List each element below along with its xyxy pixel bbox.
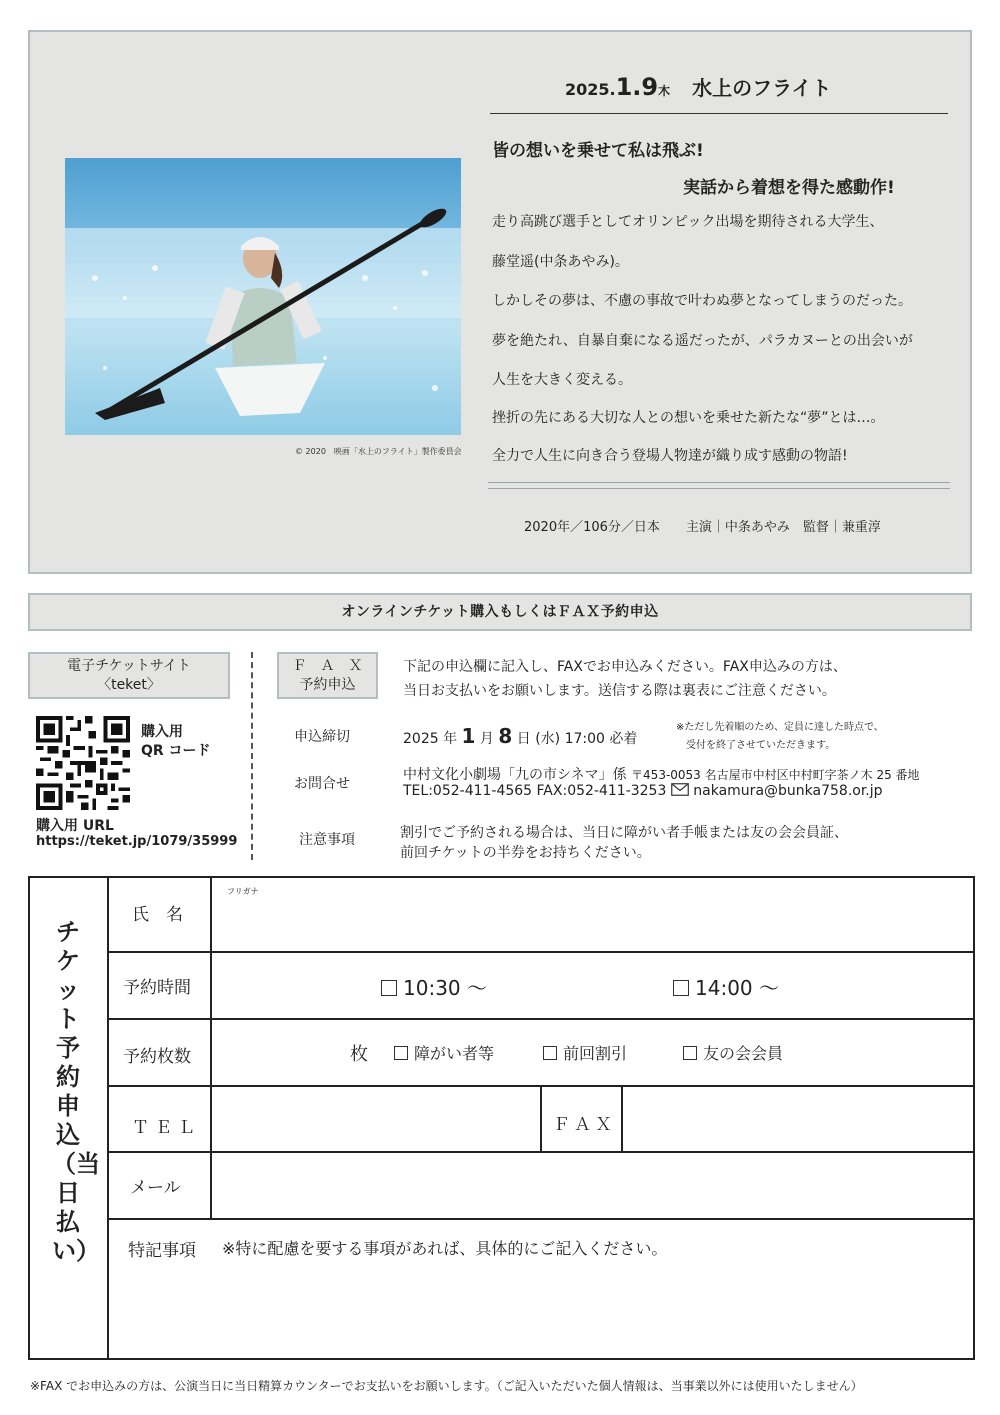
catch-copy-2: 実話から着想を得た感動作! bbox=[683, 178, 895, 198]
movie-date-title bbox=[565, 72, 832, 101]
discount-option[interactable] bbox=[683, 1041, 783, 1064]
time-option-1400[interactable] bbox=[673, 972, 779, 1001]
divider bbox=[488, 488, 950, 489]
time-option-label: 10:30 ～ bbox=[403, 976, 487, 1000]
fax-box-line1: Ｆ Ａ Ｘ bbox=[292, 658, 363, 674]
form-line bbox=[540, 1086, 542, 1152]
title-divider bbox=[490, 113, 948, 114]
notes-label: 特記事項 bbox=[128, 1241, 196, 1261]
movie-title: 水上のフライト bbox=[692, 76, 832, 100]
deadline-day-unit: 日 bbox=[516, 731, 531, 747]
fax-description: 下記の申込欄に記入し、FAXでお申込みください。FAX申込みの方は、 bbox=[403, 659, 847, 675]
fax-apply-box bbox=[277, 652, 378, 699]
count-label: 予約枚数 bbox=[123, 1047, 191, 1067]
discount-option[interactable] bbox=[394, 1041, 494, 1064]
footnote: ※FAX でお申込みの方は、公演当日に当日精算カウンターでお支払いをお願いします。（ご記入いただいた個人情報は、当事業以外には使用いたしません） bbox=[30, 1379, 863, 1393]
catch-copy-1: 皆の想いを乗せて私は飛ぶ! bbox=[492, 141, 704, 161]
deadline-month: 1 bbox=[461, 724, 476, 748]
deadline-year: 2025 bbox=[403, 731, 439, 747]
checkbox-icon[interactable] bbox=[543, 1046, 557, 1060]
qr-label: QR コード bbox=[141, 743, 211, 759]
photo-credit: © 2020 映画「水上のフライト」製作委員会 bbox=[295, 447, 462, 456]
deadline-day: 8 bbox=[498, 724, 513, 748]
synopsis-line: 挫折の先にある大切な人との想いを乗せた新たな“夢”とは…。 bbox=[492, 410, 885, 426]
eticket-box-line2: 〈teket〉 bbox=[97, 677, 161, 693]
checkbox-icon[interactable] bbox=[683, 1046, 697, 1060]
time-option-1030[interactable] bbox=[381, 972, 487, 1001]
fax-field[interactable] bbox=[623, 1087, 973, 1150]
synopsis-line: 夢を絶たれ、自暴自棄になる遥だったが、パラカヌーとの出会いが bbox=[492, 333, 913, 349]
divider bbox=[488, 482, 950, 483]
time-option-label: 14:00 ～ bbox=[695, 976, 779, 1000]
checkbox-icon[interactable] bbox=[673, 980, 689, 996]
mail-label: メール bbox=[130, 1178, 181, 1198]
venue-address: 〒453-0053 名古屋市中村区中村町字茶ノ木 25 番地 bbox=[631, 768, 920, 782]
movie-photo bbox=[65, 158, 461, 435]
tel-fax-numbers: TEL:052-411-4565 FAX:052-411-3253 bbox=[403, 783, 667, 799]
deadline-year-unit: 年 bbox=[443, 731, 458, 747]
eticket-box-line1: 電子チケットサイト bbox=[67, 658, 191, 674]
furigana-label: フリガナ bbox=[227, 887, 259, 896]
notes-field[interactable] bbox=[109, 1262, 973, 1358]
synopsis-line: 藤堂遥(中条あやみ)。 bbox=[492, 254, 629, 270]
discount-option[interactable] bbox=[543, 1041, 627, 1064]
deadline-note: ※ただし先着順のため、定員に達した時点で、 bbox=[676, 722, 884, 733]
venue-name: 中村文化小劇場「九の市シネマ」係 bbox=[403, 767, 627, 783]
deadline-time: (水) 17:00 必着 bbox=[535, 731, 638, 747]
section-banner: オンラインチケット購入もしくはＦＡＸ予約申込 bbox=[28, 593, 972, 631]
synopsis-line: 走り高跳び選手としてオリンピック出場を期待される大学生、 bbox=[492, 214, 884, 230]
date-year: 2025. bbox=[565, 80, 616, 99]
caution-text: 割引でご予約される場合は、当日に障がい者手帳または友の会会員証、 bbox=[400, 825, 848, 841]
fax-box-line2: 予約申込 bbox=[299, 677, 356, 693]
synopsis-line: 人生を大きく変える。 bbox=[492, 372, 632, 388]
date-weekday: 木 bbox=[658, 84, 671, 98]
qr-label: 購入用 bbox=[141, 724, 183, 740]
form-line bbox=[107, 951, 975, 953]
checkbox-icon[interactable] bbox=[381, 980, 397, 996]
fax-label: ＦＡＸ bbox=[553, 1115, 616, 1135]
name-field[interactable] bbox=[212, 878, 972, 950]
caution-text: 前回チケットの半券をお持ちください。 bbox=[400, 845, 651, 861]
discount-option-label: 障がい者等 bbox=[414, 1044, 495, 1063]
url-label: 購入用 URL bbox=[36, 818, 114, 834]
fax-description: 当日お支払いをお願いします。送信する際は裏表にご注意ください。 bbox=[403, 683, 836, 699]
eticket-site-box bbox=[28, 652, 230, 699]
deadline-note: 受付を終了させていただきます。 bbox=[686, 740, 836, 751]
caution-label: 注意事項 bbox=[299, 832, 355, 848]
synopsis-line: 全力で人生に向き合う登場人物達が織り成す感動の物語! bbox=[492, 448, 848, 464]
contact-email-link[interactable]: nakamura@bunka758.or.jp bbox=[693, 783, 883, 799]
deadline-value bbox=[403, 724, 637, 748]
notes-hint: ※特に配慮を要する事項があれば、具体的にご記入ください。 bbox=[222, 1239, 668, 1258]
deadline-label: 申込締切 bbox=[294, 729, 350, 745]
form-line bbox=[107, 1218, 975, 1220]
contact-venue bbox=[403, 764, 920, 784]
movie-credits: 2020年／106分／日本 主演｜中条あやみ 監督｜兼重淳 bbox=[524, 520, 881, 535]
qr-code[interactable] bbox=[36, 716, 130, 810]
contact-numbers bbox=[403, 783, 883, 799]
name-label: 氏 名 bbox=[132, 905, 183, 925]
date-month-day: 1.9 bbox=[615, 73, 659, 101]
discount-option-label: 友の会会員 bbox=[703, 1044, 784, 1063]
discount-option-label: 前回割引 bbox=[563, 1044, 628, 1063]
mail-icon bbox=[671, 783, 689, 796]
contact-label: お問合せ bbox=[294, 776, 350, 792]
tel-label: ＴＥＬ bbox=[132, 1118, 201, 1138]
tel-field[interactable] bbox=[212, 1087, 539, 1150]
deadline-month-unit: 月 bbox=[479, 731, 494, 747]
purchase-url-link[interactable]: https://teket.jp/1079/35999 bbox=[36, 834, 238, 849]
synopsis-line: しかしその夢は、不慮の事故で叶わぬ夢となってしまうのだった。 bbox=[492, 293, 912, 309]
ticket-count-field[interactable] bbox=[212, 1020, 332, 1084]
mail-field[interactable] bbox=[212, 1153, 972, 1217]
dashed-divider bbox=[251, 652, 253, 860]
checkbox-icon[interactable] bbox=[394, 1046, 408, 1060]
time-label: 予約時間 bbox=[123, 978, 191, 998]
form-vertical-title: チケット予約申込（当日払い） bbox=[52, 918, 100, 1265]
count-unit: 枚 bbox=[350, 1044, 368, 1065]
